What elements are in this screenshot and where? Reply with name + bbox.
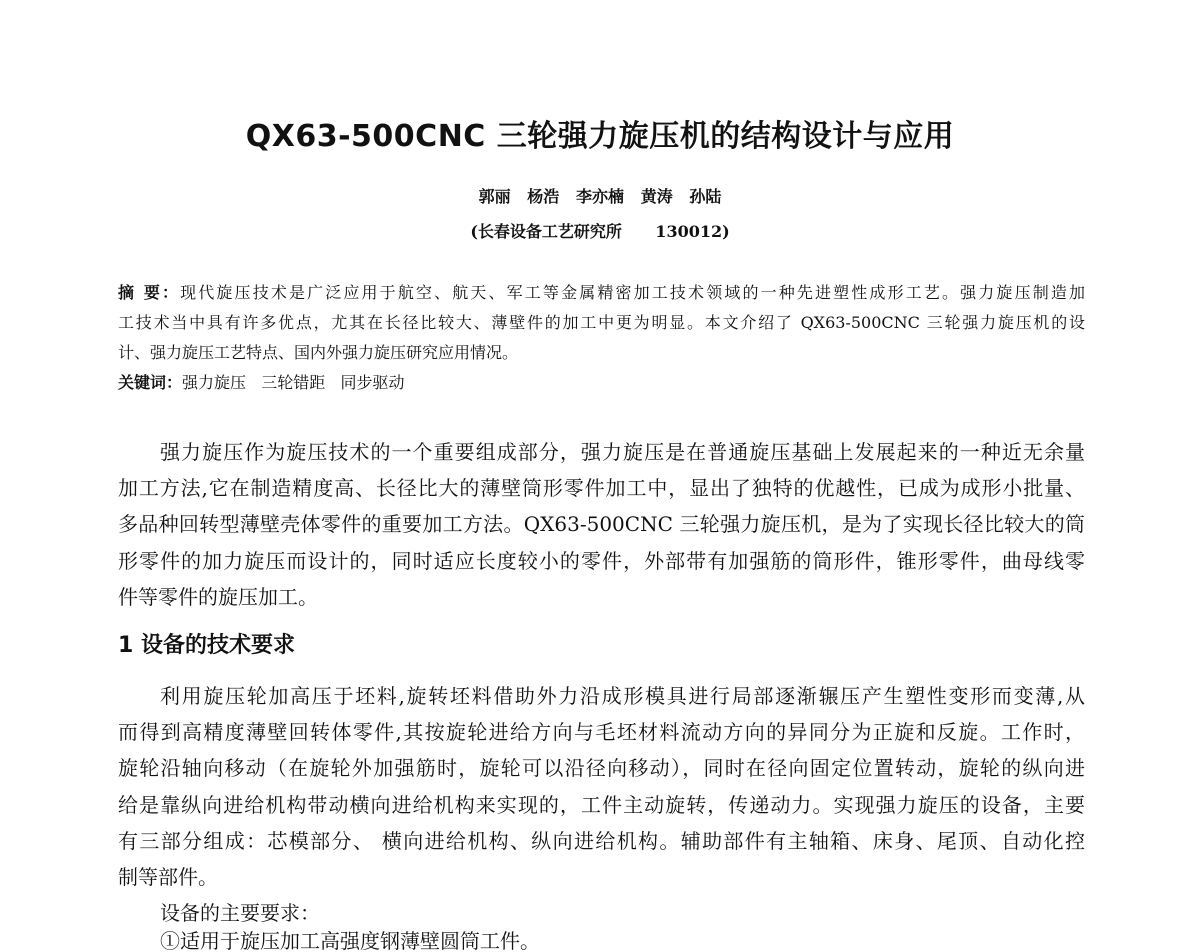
body-line: 而得到高精度薄壁回转体零件,其按旋轮进给方向与毛坯材料流动方向的异同分为正旋和反旋。工作时， xyxy=(118,720,1085,744)
requirement-item: ①适用于旋压加工高强度钢薄壁圆筒工件。 xyxy=(160,931,540,952)
body-line: 制等部件。 xyxy=(118,865,218,889)
paper-title: QX63-500CNC 三轮强力旋压机的结构设计与应用 xyxy=(245,119,955,154)
keywords-text: 强力旋压 三轮错距 同步驱动 xyxy=(182,373,405,392)
body-line: 旋轮沿轴向移动（在旋轮外加强筋时，旋轮可以沿径向移动），同时在径向固定位置转动，旋轮的纵向进 xyxy=(118,756,1085,780)
body-line: 形零件的加力旋压而设计的，同时适应长度较小的零件，外部带有加强筋的筒形件，锥形零件，曲母线零 xyxy=(118,549,1085,573)
body-line: 有三部分组成：芯模部分、 横向进给机构、纵向进给机构。辅助部件有主轴箱、床身、尾顶、自动化控 xyxy=(118,829,1085,853)
section-heading: 1 设备的技术要求 xyxy=(118,633,295,658)
author-list: 郭丽 杨浩 李亦楠 黄涛 孙陆 xyxy=(478,187,722,206)
abstract-line: 工技术当中具有许多优点，尤其在长径比较大、薄壁件的加工中更为明显。本文介绍了 QX63-500CNC 三轮强力旋压机的设 xyxy=(118,313,1085,332)
affiliation: (长春设备工艺研究所 130012) xyxy=(470,222,730,241)
body-line: 多品种回转型薄壁壳体零件的重要加工方法。QX63-500CNC 三轮强力旋压机，是为了实现长径比较大的筒 xyxy=(118,512,1085,536)
body-line: 给是靠纵向进给机构带动横向进给机构来实现的，工件主动旋转，传递动力。实现强力旋压的设备，主要 xyxy=(118,793,1085,817)
body-line: 利用旋压轮加高压于坯料,旋转坯料借助外力沿成形模具进行局部逐渐辗压产生塑性变形而变薄,从 xyxy=(160,684,1085,708)
keywords-label: 关键词： xyxy=(118,373,183,392)
abstract-text: 现代旋压技术是广泛应用于航空、航天、军工等金属精密加工技术领域的一种先进塑性成形工艺。强力旋压制造加 xyxy=(180,283,1085,302)
abstract-label: 摘 要： xyxy=(118,283,181,302)
keywords-line xyxy=(118,368,1085,398)
requirements-intro: 设备的主要要求： xyxy=(160,901,320,925)
body-line: 加工方法,它在制造精度高、长径比大的薄壁筒形零件加工中，显出了独特的优越性，已成为成形小批量、 xyxy=(118,476,1085,500)
abstract-line: 计、强力旋压工艺特点、国内外强力旋压研究应用情况。 xyxy=(118,343,519,362)
body-line: 强力旋压作为旋压技术的一个重要组成部分，强力旋压是在普通旋压基础上发展起来的一种近无余量 xyxy=(160,440,1085,464)
body-line: 件等零件的旋压加工。 xyxy=(118,585,318,609)
abstract-line xyxy=(118,278,1085,308)
